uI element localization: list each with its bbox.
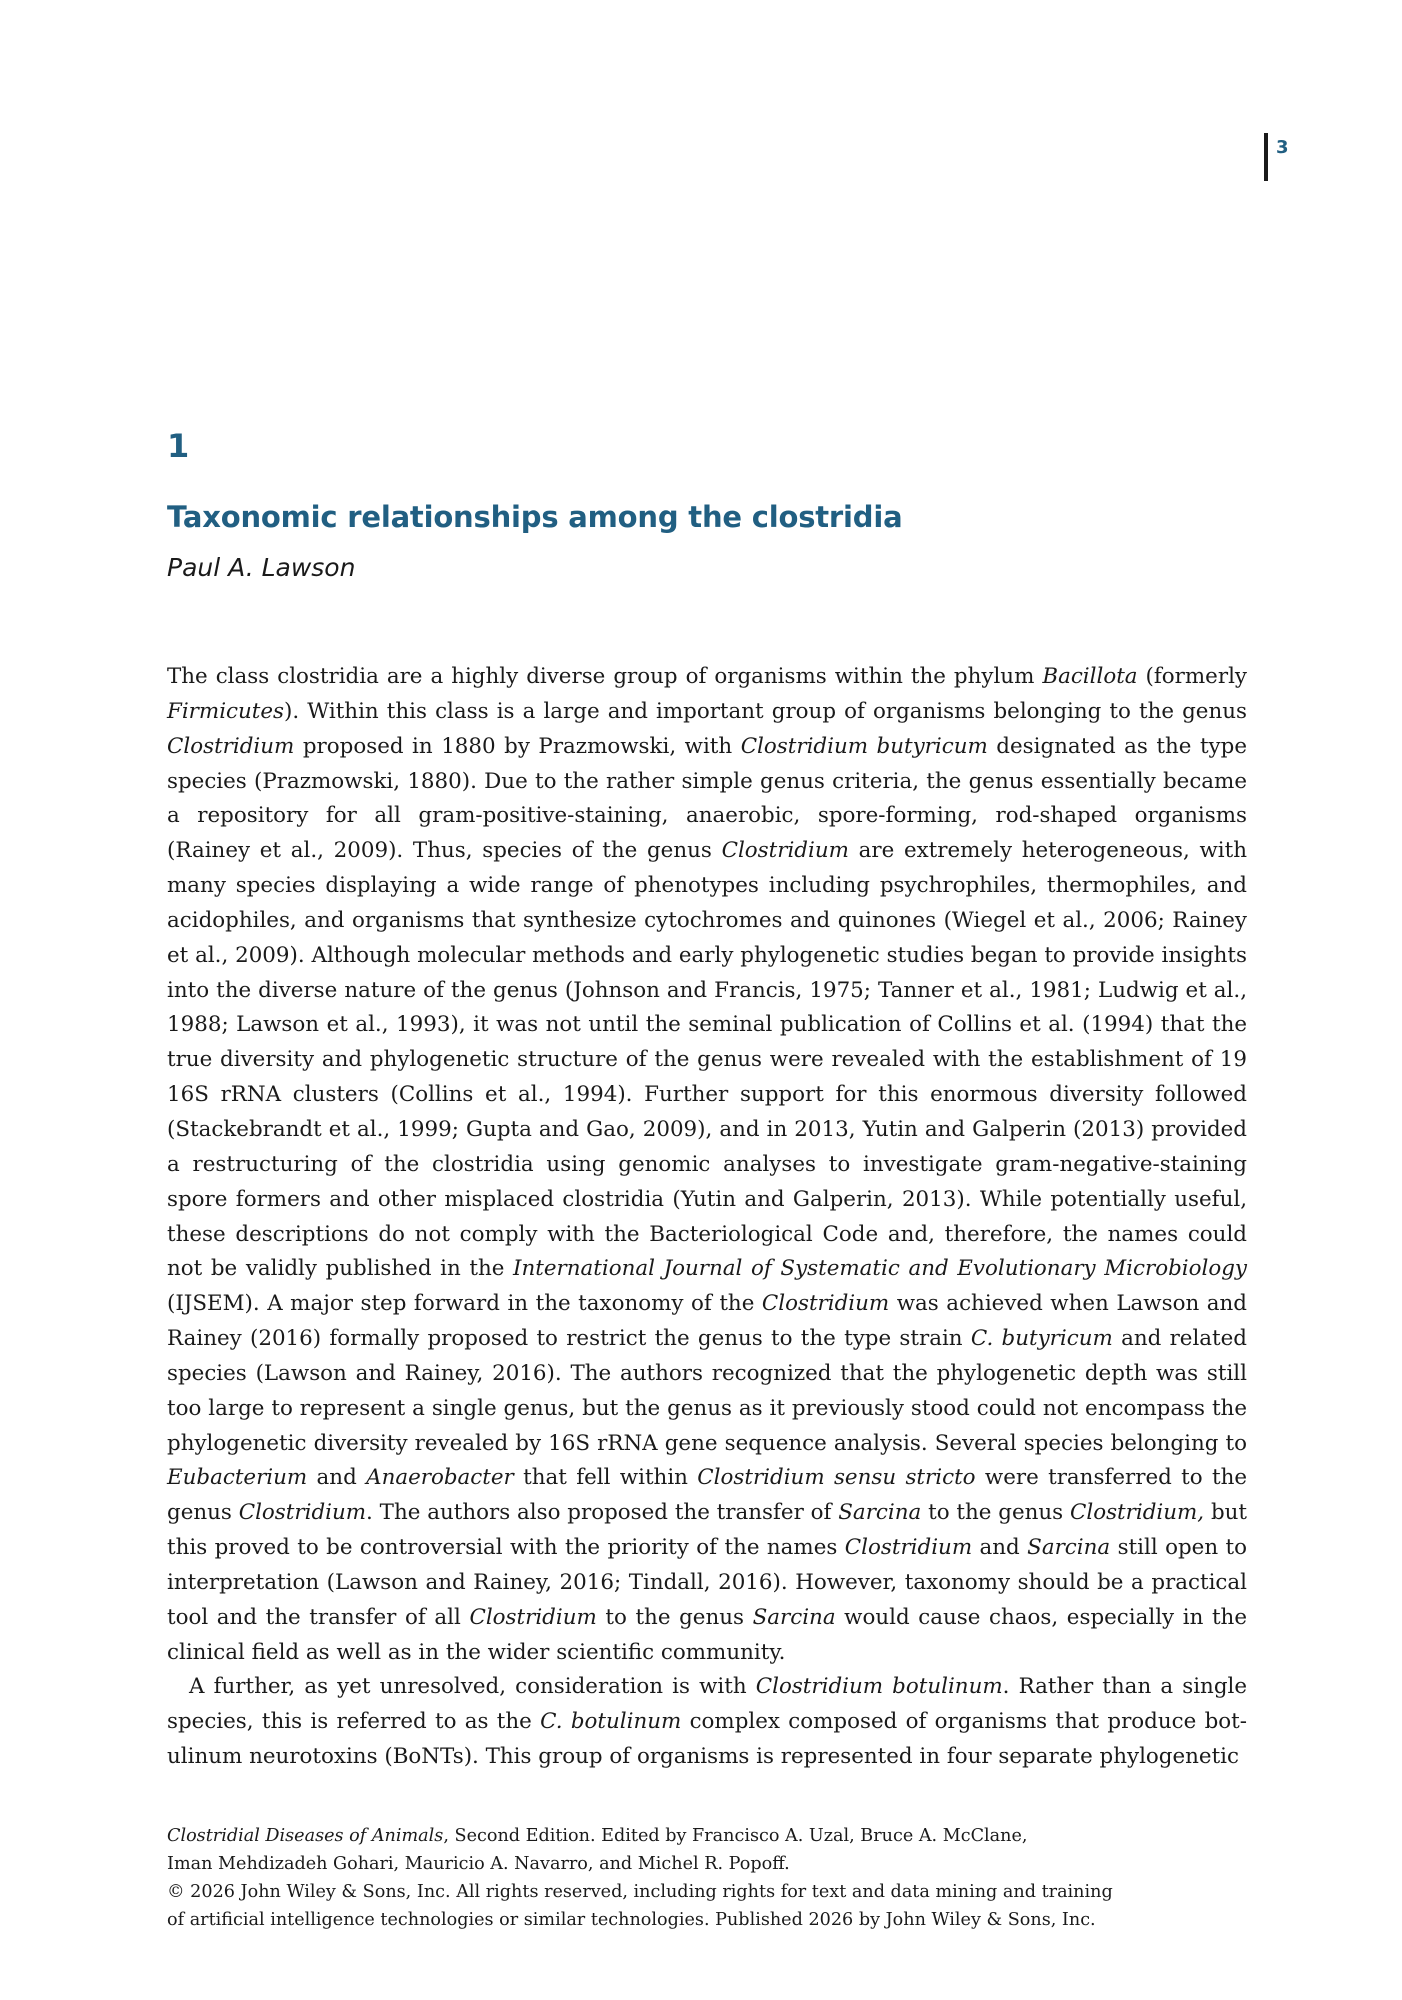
body-text (167, 660, 1247, 1775)
text-run: (formerly (1137, 664, 1247, 689)
text-run: . Rather than a single species, this is referred to as the (167, 1674, 1248, 1735)
text-run: and related species (Lawson and Rainey, 2016). The authors recognized that the phylogenetic depth was still too large to represent a single genus, but the genus as it previously stood could not encompass the phylogenetic diversity revealed by 16S rRNA gene sequence analysis. Several species belonging to (167, 1326, 1247, 1456)
italic-run: Clostridium (761, 1291, 890, 1317)
italic-run: C. botulinum (540, 1709, 682, 1735)
italic-run: Clostridium (238, 1500, 367, 1526)
footnote-line (167, 1906, 1267, 1934)
page-number-rule (1264, 133, 1268, 181)
page-number: 3 (1276, 137, 1289, 158)
text-run: complex composed of organisms that produce botulinum neurotoxins (BoNTs). This group of organisms is represented in four separate phylogenetic (167, 1709, 1247, 1770)
text-run: and (972, 1535, 1028, 1561)
text-run: (IJSEM). A major step forward in the taxonomy of the (167, 1291, 762, 1317)
text-run: was achieved when Lawson and Rainey (2016) formally proposed to restrict the genus to the type strain (167, 1291, 1247, 1352)
paragraph-1 (167, 660, 1247, 1670)
italic-run: Bacillota (1042, 664, 1138, 689)
text-run: to the genus (596, 1604, 753, 1630)
text-run: proposed in 1880 by Prazmowski, with (294, 733, 741, 759)
italic-run: Sarcina (1027, 1535, 1111, 1561)
text-run: are extremely heterogeneous, with many species displaying a wide range of phenotypes including psychrophiles, thermophiles, and acidophiles, and organisms that synthesize cytochromes and quinones (Wiegel et al., 2006; Rainey et al., 2009). Although molecular methods and early phylogenetic studies began to provide insights into the diverse nature of the genus (Johnson and Francis, 1975; Tanner et al., 1981; Ludwig et al., 1988; Lawson et al., 1993), it was not until the seminal publication of Collins et al. (1994) that the true diversity and phylogenetic structure of the genus were revealed with the establishment of 19 16S rRNA clusters (Collins et al., 1994). Further support for this enormous diversity followed (Stackebrandt et al., 1999; Gupta and Gao, 2009), and in 2013, Yutin and Galperin (2013) provided a restructuring of the clostridia using genomic analyses to investigate gram-negative-staining spore formers and other misplaced clostridia (Yutin and Galperin, 2013). While potentially useful, these descriptions do not comply with the Bacteriological Code and, therefore, the names could not be validly published in the (167, 838, 1247, 1282)
italic-run: Clostridium, (1069, 1500, 1205, 1526)
italic-run: Clostridium (721, 838, 849, 864)
text-run: The class clostridia are a highly diverse group of organisms within the phylum (167, 664, 1043, 689)
text-run: to the genus (921, 1500, 1070, 1526)
text-run: designated as the type species (Prazmowski, 1880). Due to the rather simple genus criteria, the genus essentially became a repository for all gram-positive-staining, anaerobic, spore-forming, rod-shaped organisms (Rainey et al., 2009). Thus, species of the genus (167, 733, 1247, 864)
chapter-title: Taxonomic relationships among the clostridia (167, 500, 903, 534)
italic-run: Sarcina (752, 1604, 836, 1630)
text-run: were transferred to the genus (167, 1465, 1248, 1526)
text-run: still open to interpretation (Lawson and Rainey, 2016; Tindall, 2016). However, taxonomy should be a practical tool and the transfer of all (167, 1535, 1247, 1630)
italic-run: Clostridial Diseases of Animals (167, 1826, 444, 1846)
text-run: A further, as yet unresolved, consideration is with (189, 1674, 756, 1700)
text-run: © 2026 John Wiley & Sons, Inc. All rights reserved, including rights for text and data mining and training (167, 1882, 1113, 1902)
text-run: that fell within (513, 1465, 698, 1491)
paragraph-2 (167, 1670, 1247, 1775)
italic-run: Clostridium butyricum (740, 733, 988, 759)
italic-run: Clostridium sensu stricto (697, 1465, 976, 1491)
text-run: , Second Edition. Edited by Francisco A. Uzal, Bruce A. McClane, (443, 1826, 1028, 1846)
text-run: Iman Mehdizadeh Gohari, Mauricio A. Navarro, and Michel R. Popoff. (167, 1854, 790, 1874)
chapter-number: 1 (167, 427, 190, 465)
text-run: but this proved to be controversial with the priority of the names (167, 1500, 1248, 1561)
footnote-line (167, 1822, 1267, 1850)
italic-run: Clostridium (167, 733, 295, 759)
text-run: and (307, 1465, 367, 1491)
text-run: . The authors also proposed the transfer of (366, 1500, 839, 1526)
italic-run: C. butyricum (970, 1326, 1113, 1352)
italic-run: Clostridium botulinum (755, 1674, 1003, 1700)
text-run: would cause chaos, especially in the clinical field as well as in the wider scientific community. (167, 1604, 1247, 1665)
chapter-author: Paul A. Lawson (167, 553, 356, 582)
footnote-line (167, 1878, 1267, 1906)
copyright-footnote (167, 1822, 1267, 1934)
italic-run: International Journal of Systematic and Evolutionary Microbiology (513, 1256, 1247, 1282)
text-run: ). Within this class is a large and important group of organisms belonging to the genus (284, 698, 1247, 724)
italic-run: Clostridium (469, 1604, 597, 1630)
footnote-line (167, 1850, 1267, 1878)
italic-run: Clostridium (844, 1535, 973, 1561)
italic-run: Firmicutes (167, 698, 285, 724)
italic-run: Eubacterium (167, 1465, 308, 1491)
italic-run: Sarcina (838, 1500, 922, 1526)
italic-run: Anaerobacter (366, 1465, 514, 1491)
text-run: of artificial intelligence technologies or similar technologies. Published 2026 by John Wiley & Sons, Inc. (167, 1910, 1096, 1930)
